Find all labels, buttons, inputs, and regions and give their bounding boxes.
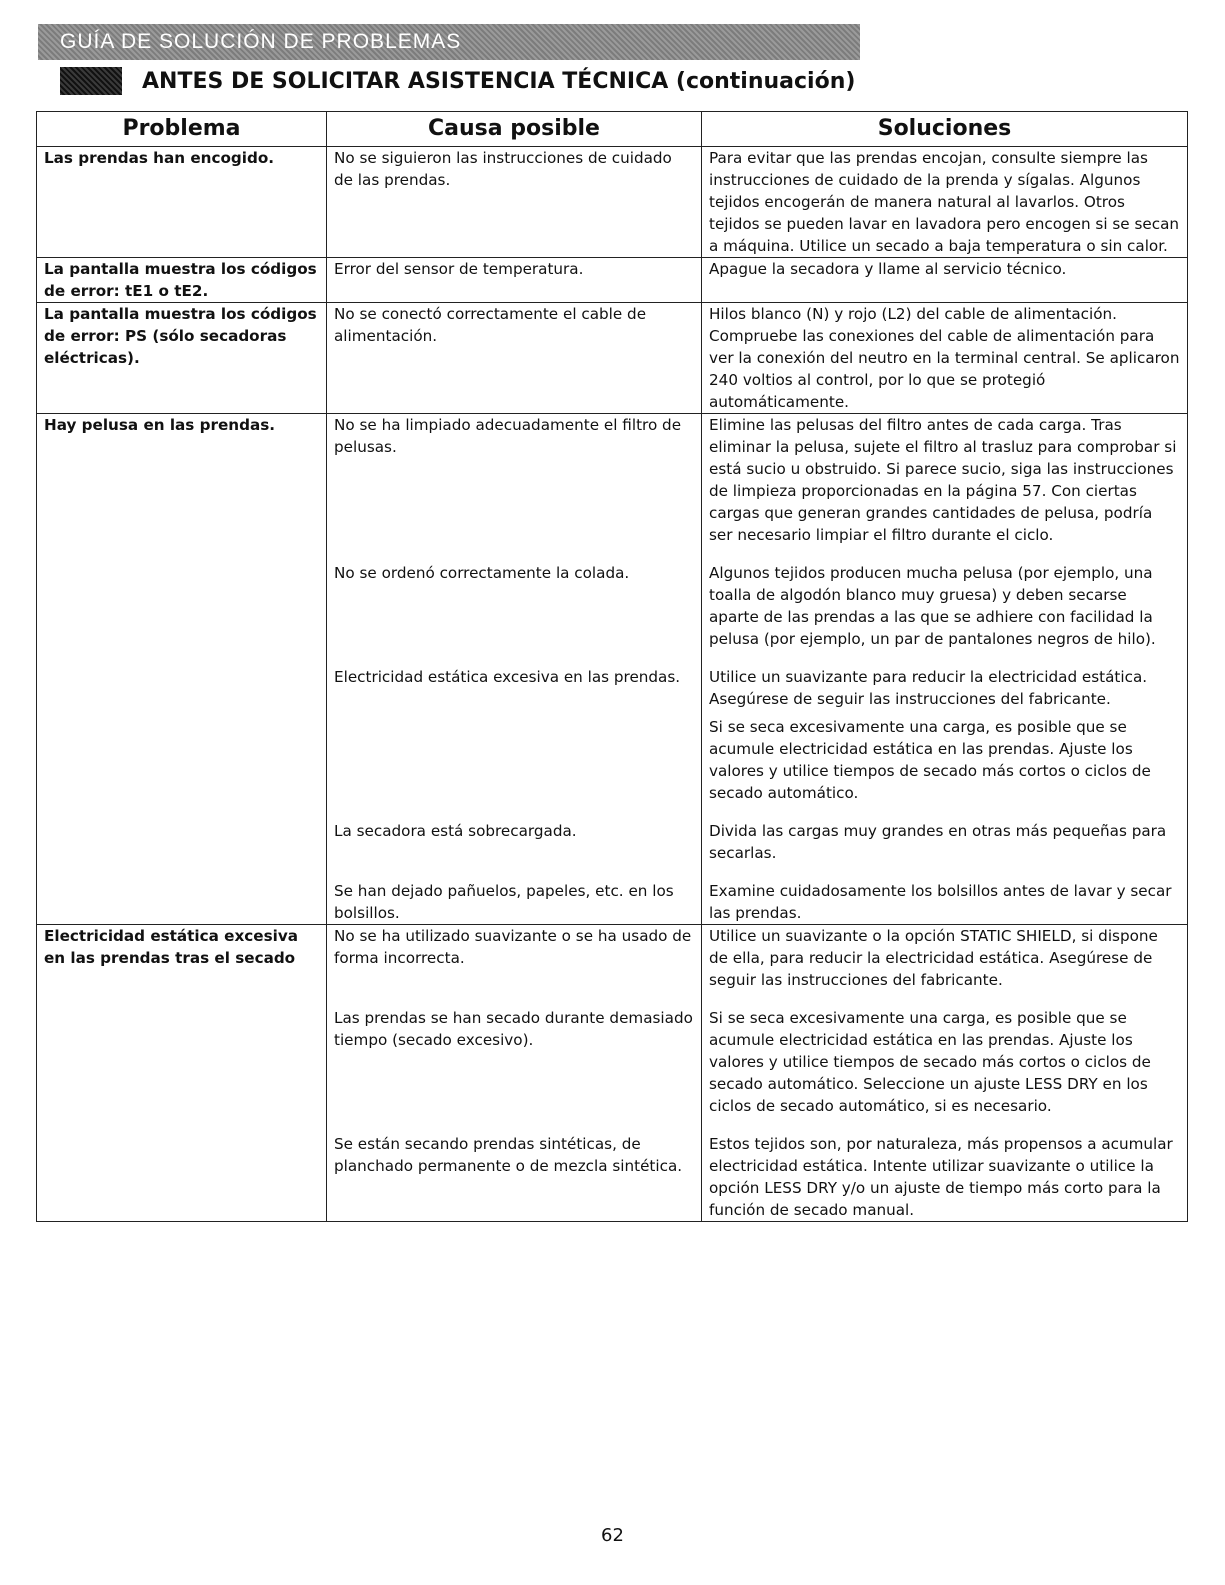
solution-paragraph: Algunos tejidos producen mucha pelusa (por ejemplo, una toalla de algodón blanco muy gruesa) y deben secarse aparte de las prendas a las que se adhiere con facilidad la pelusa (por ejemplo, un par de pantalones negros de hilo). bbox=[709, 564, 1156, 648]
section-banner bbox=[38, 24, 860, 60]
problem-cell: Hay pelusa en las prendas. bbox=[37, 414, 327, 925]
subheading bbox=[60, 64, 855, 98]
table-row bbox=[37, 414, 1188, 925]
cause-entry: No se ordenó correctamente la colada. bbox=[334, 564, 630, 582]
solution-cell bbox=[702, 303, 1188, 414]
cause-entry: La secadora está sobrecargada. bbox=[334, 822, 577, 840]
cause-entry: No se conectó correctamente el cable de alimentación. bbox=[334, 305, 647, 345]
table-header-row bbox=[37, 112, 1188, 147]
cause-entry: No se ha limpiado adecuadamente el filtro de pelusas. bbox=[334, 416, 682, 456]
solution-entry bbox=[709, 414, 1180, 546]
cause-entry: No se ha utilizado suavizante o se ha usado de forma incorrecta. bbox=[334, 927, 692, 967]
problem-cell: La pantalla muestra los códigos de error: tE1 o tE2. bbox=[37, 258, 327, 303]
solution-entry bbox=[709, 880, 1180, 924]
table-row bbox=[37, 925, 1188, 1222]
problem-cell: La pantalla muestra los códigos de error: PS (sólo secadoras eléctricas). bbox=[37, 303, 327, 414]
solution-paragraph: Examine cuidadosamente los bolsillos antes de lavar y secar las prendas. bbox=[709, 882, 1172, 922]
solution-paragraph: Utilice un suavizante para reducir la electricidad estática. Asegúrese de seguir las instrucciones del fabricante. bbox=[709, 668, 1148, 708]
solution-entry bbox=[709, 303, 1180, 413]
subheading-marker-icon bbox=[60, 67, 122, 95]
cause-entry: Electricidad estática excesiva en las prendas. bbox=[334, 668, 681, 686]
solution-paragraph: Estos tejidos son, por naturaleza, más propensos a acumular electricidad estática. Intente utilizar suavizante o utilice la opción LESS DRY y/o un ajuste de tiempo más corto para la función de secado manual. bbox=[709, 1135, 1173, 1219]
cause-entry: Las prendas se han secado durante demasiado tiempo (secado excesivo). bbox=[334, 1009, 693, 1049]
solution-paragraph: Para evitar que las prendas encojan, consulte siempre las instrucciones de cuidado de la prenda y sígalas. Algunos tejidos encogerán de manera natural al lavarlos. Otros tejidos se pueden lavar en lavadora pero encogen si se secan a máquina. Utilice un secado a baja temperatura o sin calor. bbox=[709, 149, 1180, 255]
solution-entry bbox=[709, 147, 1180, 257]
solution-entry bbox=[709, 562, 1180, 650]
solution-entry bbox=[709, 258, 1180, 280]
solution-entry bbox=[709, 820, 1180, 864]
solution-paragraph: Hilos blanco (N) y rojo (L2) del cable de alimentación. Compruebe las conexiones del cable de alimentación para ver la conexión del neutro en la terminal central. Se aplicaron 240 voltios al control, por lo que se protegió automáticamente. bbox=[709, 305, 1180, 411]
header-cause: Causa posible bbox=[327, 112, 702, 147]
table-row bbox=[37, 147, 1188, 258]
solution-cell bbox=[702, 258, 1188, 303]
cause-cell bbox=[327, 147, 702, 258]
cause-cell bbox=[327, 258, 702, 303]
problem-cell: Electricidad estática excesiva en las prendas tras el secado bbox=[37, 925, 327, 1222]
header-solution: Soluciones bbox=[702, 112, 1188, 147]
cause-entry: Se están secando prendas sintéticas, de planchado permanente o de mezcla sintética. bbox=[334, 1135, 683, 1175]
solution-entry bbox=[709, 1133, 1180, 1221]
solution-cell bbox=[702, 925, 1188, 1222]
troubleshooting-table bbox=[36, 111, 1188, 1222]
solution-cell bbox=[702, 147, 1188, 258]
table-row bbox=[37, 258, 1188, 303]
problem-cell: Las prendas han encogido. bbox=[37, 147, 327, 258]
header-problem: Problema bbox=[37, 112, 327, 147]
cause-cell bbox=[327, 303, 702, 414]
cause-cell bbox=[327, 414, 702, 925]
solution-paragraph: Si se seca excesivamente una carga, es posible que se acumule electricidad estática en las prendas. Ajuste los valores y utilice tiempos de secado más cortos o ciclos de secado automático. bbox=[709, 718, 1151, 802]
solution-cell bbox=[702, 414, 1188, 925]
solution-paragraph: Elimine las pelusas del filtro antes de cada carga. Tras eliminar la pelusa, sujete el filtro al trasluz para comprobar si está sucio u obstruido. Si parece sucio, siga las instrucciones de limpieza proporcionadas en la página 57. Con ciertas cargas que generan grandes cantidades de pelusa, podría ser necesario limpiar el filtro durante el ciclo. bbox=[709, 416, 1177, 544]
solution-entry bbox=[709, 1007, 1180, 1117]
subheading-title: ANTES DE SOLICITAR ASISTENCIA TÉCNICA (continuación) bbox=[142, 68, 856, 94]
solution-entry bbox=[709, 666, 1180, 804]
cause-cell bbox=[327, 925, 702, 1222]
solution-paragraph: Apague la secadora y llame al servicio técnico. bbox=[709, 260, 1067, 278]
section-banner-title: GUÍA DE SOLUCIÓN DE PROBLEMAS bbox=[60, 30, 462, 53]
table-body bbox=[37, 147, 1188, 1222]
solution-paragraph: Divida las cargas muy grandes en otras más pequeñas para secarlas. bbox=[709, 822, 1167, 862]
page-number: 62 bbox=[601, 1525, 624, 1546]
cause-entry: Se han dejado pañuelos, papeles, etc. en los bolsillos. bbox=[334, 882, 674, 922]
cause-entry: Error del sensor de temperatura. bbox=[334, 260, 584, 278]
solution-paragraph: Si se seca excesivamente una carga, es posible que se acumule electricidad estática en las prendas. Ajuste los valores y utilice tiempos de secado más cortos o ciclos de secado automático. Seleccione un ajuste LESS DRY en los ciclos de secado automático, si es necesario. bbox=[709, 1009, 1151, 1115]
cause-entry: No se siguieron las instrucciones de cuidado de las prendas. bbox=[334, 149, 672, 189]
solution-entry bbox=[709, 925, 1180, 991]
solution-paragraph: Utilice un suavizante o la opción STATIC SHIELD, si dispone de ella, para reducir la electricidad estática. Asegúrese de seguir las instrucciones del fabricante. bbox=[709, 927, 1158, 989]
table-row bbox=[37, 303, 1188, 414]
